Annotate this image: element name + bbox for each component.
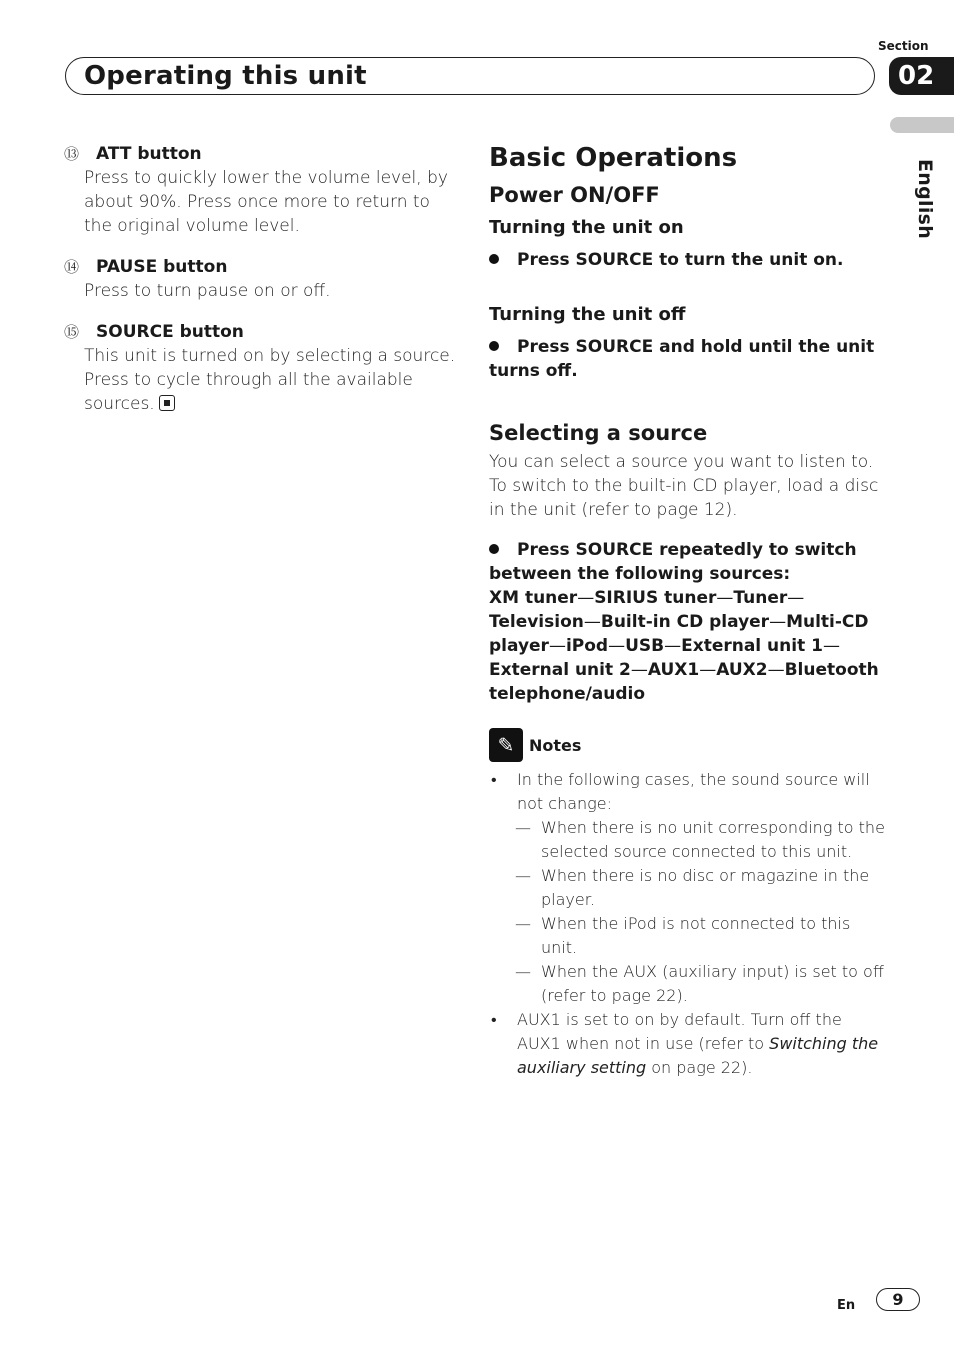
note-subitem-text: When there is no unit corresponding to the selected source connected to this unit.	[541, 818, 885, 861]
note-subitem: — When the iPod is not connected to this unit.	[515, 912, 889, 960]
turn-on-step	[489, 248, 889, 272]
item-number: ⑭	[64, 258, 80, 276]
source-separator: —	[664, 636, 682, 656]
list-item	[64, 320, 459, 416]
note-reference: Switching the auxiliary setting	[517, 1034, 879, 1077]
bullet-icon	[489, 254, 499, 264]
source-name: USB	[625, 636, 665, 656]
select-heading: Selecting a source	[489, 421, 708, 445]
source-separator: —	[583, 612, 601, 632]
select-step	[489, 538, 889, 586]
source-name: External unit 2	[489, 660, 631, 680]
note-item: • In the following cases, the sound source will not change:	[489, 768, 889, 816]
item-title: PAUSE button	[96, 257, 228, 277]
source-name: Multi-CD player	[489, 612, 869, 656]
page-number: 9	[876, 1288, 920, 1311]
source-name: iPod	[565, 636, 609, 656]
item-number: ⑬	[64, 145, 80, 163]
source-separator: —	[577, 588, 595, 608]
section-heading: Basic Operations	[489, 143, 738, 173]
footer-language: En	[837, 1298, 856, 1313]
source-list	[489, 586, 879, 706]
source-name: External unit 1	[681, 636, 823, 656]
source-separator: —	[787, 588, 805, 608]
right-column	[489, 142, 889, 1080]
note-subitem: — When the AUX (auxiliary input) is set to off (refer to page 22).	[515, 960, 889, 1008]
source-name: XM tuner	[489, 588, 578, 608]
select-body: You can select a source you want to listen to. To switch to the built-in CD player, load a disc in the unit (refer to page 12).	[489, 452, 879, 520]
source-separator: —	[699, 660, 717, 680]
language-tab	[890, 117, 954, 133]
list-item	[64, 255, 459, 303]
source-name: Tuner	[733, 588, 788, 608]
item-body: Press to quickly lower the volume level, by about 90%. Press once more to return to the original volume level.	[84, 168, 448, 236]
source-separator: —	[822, 636, 840, 656]
note-subitem: — When there is no unit corresponding to the selected source connected to this unit.	[515, 816, 889, 864]
note-text: AUX1 is set to on by default. Turn off the AUX1 when not in use (refer to Switching the auxiliary setting on page 22).	[517, 1010, 879, 1077]
note-text: In the following cases, the sound source will not change:	[517, 770, 870, 813]
note-subitem-text: When the iPod is not connected to this unit.	[541, 914, 851, 957]
power-heading: Power ON/OFF	[489, 183, 660, 207]
item-number: ⑮	[64, 323, 80, 341]
notes-header	[489, 728, 889, 762]
pencil-icon: ✎	[489, 728, 523, 762]
source-separator: —	[548, 636, 566, 656]
source-separator: —	[716, 588, 734, 608]
turn-off-heading: Turning the unit off	[489, 304, 686, 325]
note-subitem-text: When there is no disc or magazine in the player.	[541, 866, 870, 909]
section-number: 02	[898, 61, 935, 91]
language-label: English	[914, 159, 936, 240]
item-title: SOURCE button	[96, 322, 244, 342]
list-item	[64, 142, 459, 238]
source-name: AUX1	[647, 660, 700, 680]
bullet-icon	[489, 341, 499, 351]
note-item: • AUX1 is set to on by default. Turn off the AUX1 when not in use (refer to Switching the auxiliary setting on page 22).	[489, 1008, 889, 1080]
note-subitem-text: When the AUX (auxiliary input) is set to off (refer to page 22).	[541, 962, 884, 1005]
end-mark-icon	[159, 395, 175, 411]
source-separator: —	[769, 612, 787, 632]
turn-on-heading: Turning the unit on	[489, 217, 684, 238]
source-name: Television	[489, 612, 584, 632]
bullet-icon	[489, 544, 499, 554]
source-separator: —	[630, 660, 648, 680]
turn-off-step-text: Press SOURCE and hold until the unit turns off.	[489, 337, 875, 381]
section-label: Section	[878, 39, 929, 53]
left-column	[64, 142, 459, 433]
source-name: SIRIUS tuner	[594, 588, 717, 608]
item-title: ATT button	[96, 144, 202, 164]
item-body: Press to turn pause on or off.	[84, 281, 331, 301]
page-title: Operating this unit	[84, 61, 367, 91]
source-separator: —	[767, 660, 785, 680]
item-body-text: This unit is turned on by selecting a source. Press to cycle through all the available sources.	[84, 346, 456, 414]
source-name: Built-in CD player	[600, 612, 770, 632]
source-name: Bluetooth telephone/audio	[489, 660, 879, 704]
item-body	[84, 344, 459, 416]
source-name: AUX2	[716, 660, 768, 680]
select-step-text: Press SOURCE repeatedly to switch between the following sources:	[489, 540, 857, 584]
turn-off-step	[489, 335, 889, 383]
turn-on-step-text: Press SOURCE to turn the unit on.	[517, 250, 844, 270]
note-subitem: — When there is no disc or magazine in the player.	[515, 864, 889, 912]
source-separator: —	[608, 636, 626, 656]
notes-label: Notes	[529, 735, 582, 755]
